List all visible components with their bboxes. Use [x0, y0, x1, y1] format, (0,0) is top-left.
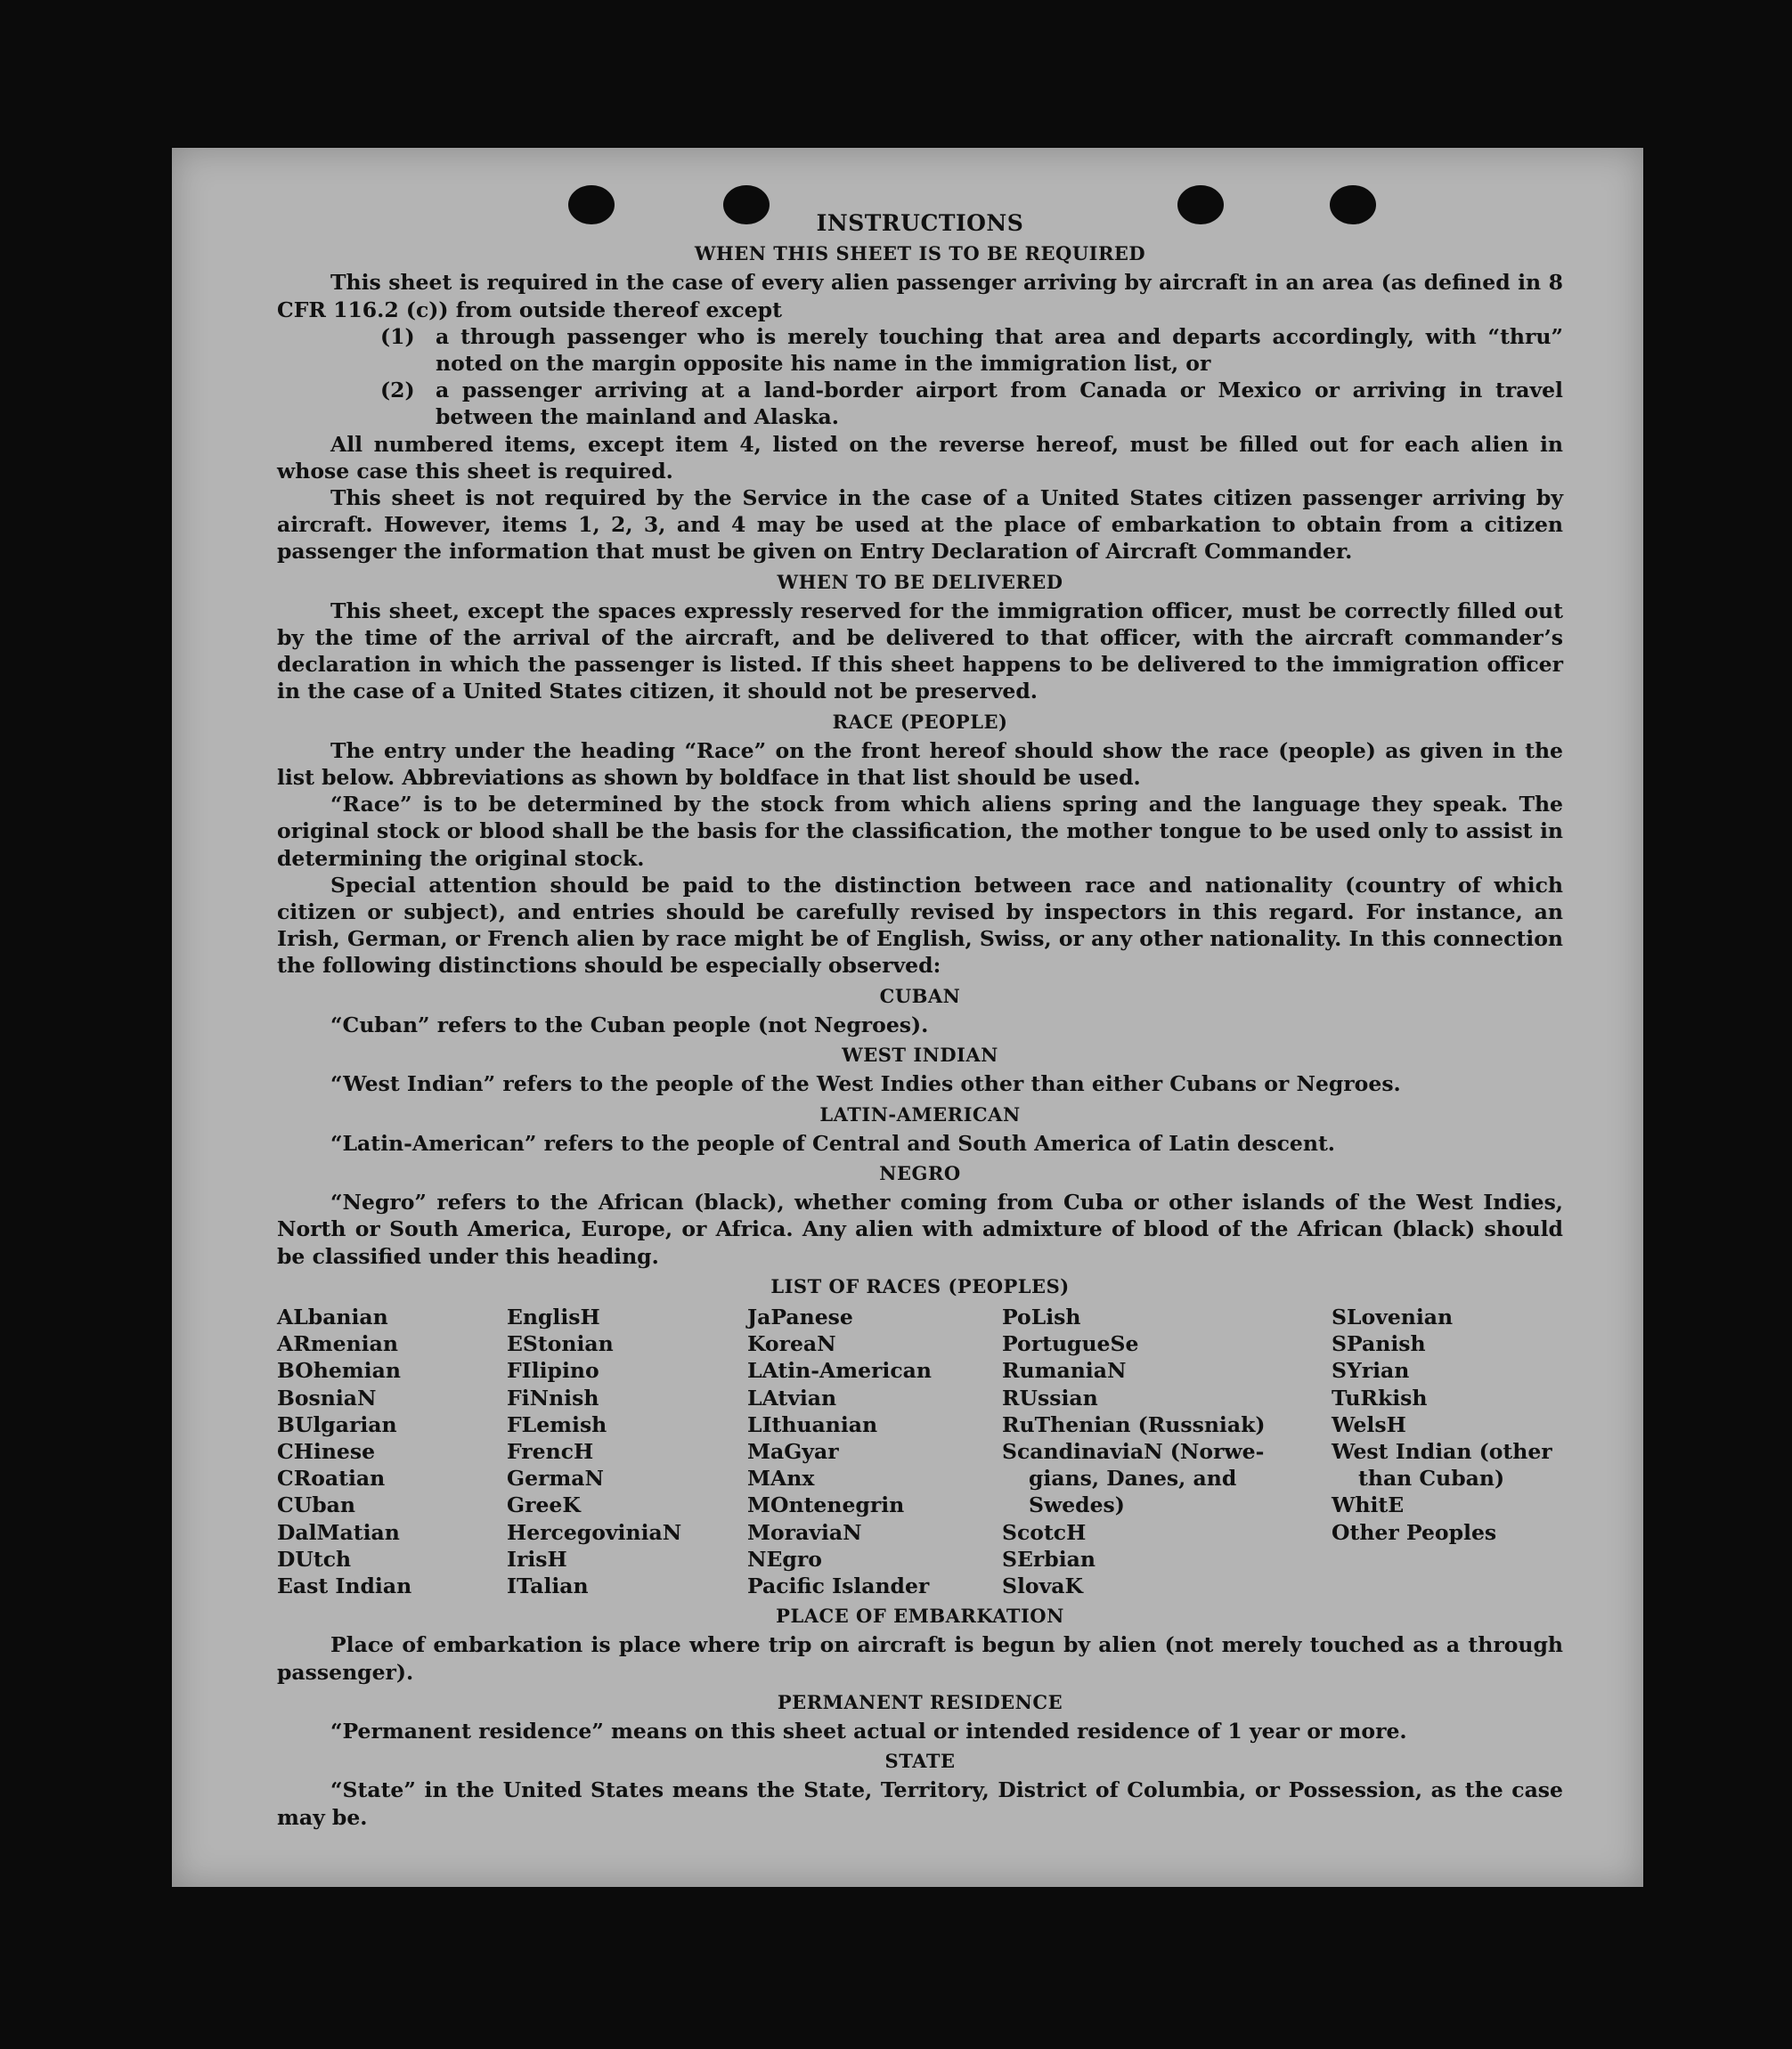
- race-entry: LAtvian: [747, 1385, 837, 1411]
- race-entry: DalMatian: [277, 1519, 400, 1545]
- section-heading-race: RACE (PEOPLE): [832, 710, 1008, 733]
- race-entry: IrisH: [507, 1546, 567, 1572]
- race-entry: PoLish: [1002, 1304, 1081, 1329]
- paragraph: “Latin-American” refers to the people of Central and South America of Latin descent.: [330, 1130, 1335, 1156]
- item-number: (2): [380, 378, 415, 403]
- paragraph: “Cuban” refers to the Cuban people (not Negroes).: [330, 1012, 929, 1037]
- item-number: (1): [380, 323, 415, 349]
- race-entry: SErbian: [1002, 1546, 1096, 1572]
- paragraph: Special attention should be paid to the distinction between race and nationality (country of which citizen or subject), and entries should be carefully revised by inspectors in this regard. For instance, an Irish, German, or French alien by race might be of English, Swiss, or any other nationality. In this connection the following distinctions should be especially observed:: [277, 872, 1563, 979]
- list-item: [380, 377, 1563, 430]
- section-heading-when-delivered: WHEN TO BE DELIVERED: [777, 570, 1063, 593]
- race-column: [1332, 1304, 1563, 1599]
- race-entry: FrencH: [507, 1438, 594, 1464]
- race-entry: SYrian: [1332, 1358, 1410, 1384]
- race-entry: ALbanian: [277, 1304, 388, 1329]
- race-entry: LAtin-American: [747, 1358, 932, 1384]
- race-entry: Other Peoples: [1332, 1519, 1497, 1545]
- race-entry: SLovenian: [1332, 1304, 1454, 1329]
- paragraph: This sheet is not required by the Service in the case of a United States citizen passenger arriving by aircraft. However, items 1, 2, 3, and 4 may be used at the place of embarkation to obtain from a citizen passenger the information that must be given on Entry Declaration of Aircraft Commander.: [277, 485, 1563, 565]
- race-entry: Pacific Islander: [747, 1573, 930, 1598]
- race-entry: MAnx: [747, 1466, 815, 1492]
- race-entry: ARmenian: [277, 1331, 398, 1357]
- paragraph: Place of embarkation is place where trip on aircraft is begun by alien (not merely touched as a through passenger).: [277, 1632, 1563, 1685]
- section-heading-state: STATE: [884, 1750, 956, 1773]
- race-entry: CHinese: [277, 1438, 376, 1464]
- race-entry: RuThenian (Russniak): [1002, 1411, 1266, 1437]
- race-entry: KoreaN: [747, 1331, 836, 1357]
- race-entry: than Cuban): [1358, 1466, 1505, 1492]
- race-entry: FIlipino: [507, 1358, 599, 1384]
- race-entry: gians, Danes, and: [1029, 1466, 1237, 1492]
- paragraph: “Race” is to be determined by the stock from which aliens spring and the language they speak. The original stock or blood shall be the basis for the classification, the mother tongue to be used only to assist in determining the original stock.: [277, 792, 1563, 871]
- item-text: a passenger arriving at a land-border airport from Canada or Mexico or arriving in travel between the mainland and Alaska.: [436, 378, 1563, 430]
- race-entry: RUssian: [1002, 1385, 1098, 1411]
- race-entry: TuRkish: [1332, 1385, 1428, 1411]
- race-entry: JaPanese: [747, 1304, 853, 1329]
- race-entry: SlovaK: [1002, 1573, 1083, 1598]
- race-entry: CUban: [277, 1492, 355, 1518]
- paragraph: All numbered items, except item 4, listed on the reverse hereof, must be filled out for each alien in whose case this sheet is required.: [277, 431, 1563, 484]
- section-heading-residence: PERMANENT RESIDENCE: [777, 1690, 1063, 1713]
- race-entry: ITalian: [507, 1573, 589, 1598]
- paragraph: This sheet, except the spaces expressly reserved for the immigration officer, must be correctly filled out by the time of the arrival of the aircraft, and be delivered to that officer, with the aircraft commander’s declaration in which the passenger is listed. If this sheet happens to be delivered to the immigration officer in the case of a United States citizen, it should not be preserved.: [277, 598, 1563, 704]
- list-item: [380, 323, 1563, 377]
- race-entry: WhitE: [1332, 1492, 1405, 1518]
- race-entry: RumaniaN: [1002, 1358, 1127, 1384]
- race-entry: FiNnish: [507, 1385, 599, 1411]
- race-entry: East Indian: [277, 1573, 412, 1598]
- race-entry: West Indian (other: [1332, 1438, 1552, 1464]
- race-entry: DUtch: [277, 1546, 352, 1572]
- race-entry: LIthuanian: [747, 1411, 878, 1437]
- race-entry: BOhemian: [277, 1358, 401, 1384]
- paragraph: “State” in the United States means the State, Territory, District of Columbia, or Possession, as the case may be.: [277, 1777, 1563, 1830]
- section-heading-list-of-races: LIST OF RACES (PEOPLES): [770, 1274, 1070, 1297]
- race-column: [277, 1304, 507, 1599]
- section-heading-latin-american: LATIN-AMERICAN: [819, 1102, 1021, 1126]
- race-entry: EnglisH: [507, 1304, 600, 1329]
- race-entry: CRoatian: [277, 1466, 386, 1492]
- section-heading-west-indian: WEST INDIAN: [842, 1044, 998, 1067]
- page-title: INSTRUCTIONS: [816, 210, 1024, 236]
- race-entry: EStonian: [507, 1331, 614, 1357]
- race-entry: MoraviaN: [747, 1519, 862, 1545]
- race-entry: ScandinaviaN (Norwe-: [1002, 1438, 1265, 1464]
- race-column: [747, 1304, 1002, 1599]
- race-list: [277, 1304, 1563, 1599]
- race-entry: HercegoviniaN: [507, 1519, 682, 1545]
- section-heading-cuban: CUBAN: [879, 984, 961, 1007]
- paragraph: “Permanent residence” means on this sheet actual or intended residence of 1 year or more.: [330, 1718, 1407, 1744]
- race-entry: PortugueSe: [1002, 1331, 1139, 1357]
- race-entry: GermaN: [507, 1466, 604, 1492]
- paragraph: This sheet is required in the case of every alien passenger arriving by aircraft in an area (as defined in 8 CFR 116.2 (c)) from outside thereof except: [277, 270, 1563, 322]
- section-heading-negro: NEGRO: [879, 1161, 961, 1184]
- race-entry: BUlgarian: [277, 1411, 397, 1437]
- race-entry: MaGyar: [747, 1438, 839, 1464]
- paragraph: “Negro” refers to the African (black), whether coming from Cuba or other islands of the West Indies, North or South America, Europe, or Africa. Any alien with admixture of blood of the African (black) should be classified under this heading.: [277, 1190, 1563, 1269]
- race-entry: FLemish: [507, 1411, 607, 1437]
- race-column: [1002, 1304, 1332, 1599]
- race-entry: NEgro: [747, 1546, 822, 1572]
- instructions-content: [277, 210, 1563, 1831]
- section-heading-embarkation: PLACE OF EMBARKATION: [776, 1605, 1064, 1628]
- document-sheet: [172, 148, 1643, 1887]
- item-text: a through passenger who is merely touching that area and departs accordingly, with “thru” noted on the margin opposite his name in the immigration list, or: [436, 323, 1563, 377]
- race-entry: ScotcH: [1002, 1519, 1087, 1545]
- paragraph: The entry under the heading “Race” on the front hereof should show the race (people) as given in the list below. Abbreviations as shown by boldface in that list should be used.: [277, 737, 1563, 791]
- race-entry: MOntenegrin: [747, 1492, 905, 1518]
- race-entry: BosniaN: [277, 1385, 377, 1411]
- race-entry: GreeK: [507, 1492, 581, 1518]
- section-heading-when-required: WHEN THIS SHEET IS TO BE REQUIRED: [694, 242, 1146, 265]
- race-entry: SPanish: [1332, 1331, 1426, 1357]
- race-column: [507, 1304, 747, 1599]
- race-entry: WelsH: [1332, 1411, 1406, 1437]
- race-entry: Swedes): [1029, 1492, 1125, 1518]
- paragraph: “West Indian” refers to the people of the West Indies other than either Cubans or Negroes.: [330, 1071, 1401, 1097]
